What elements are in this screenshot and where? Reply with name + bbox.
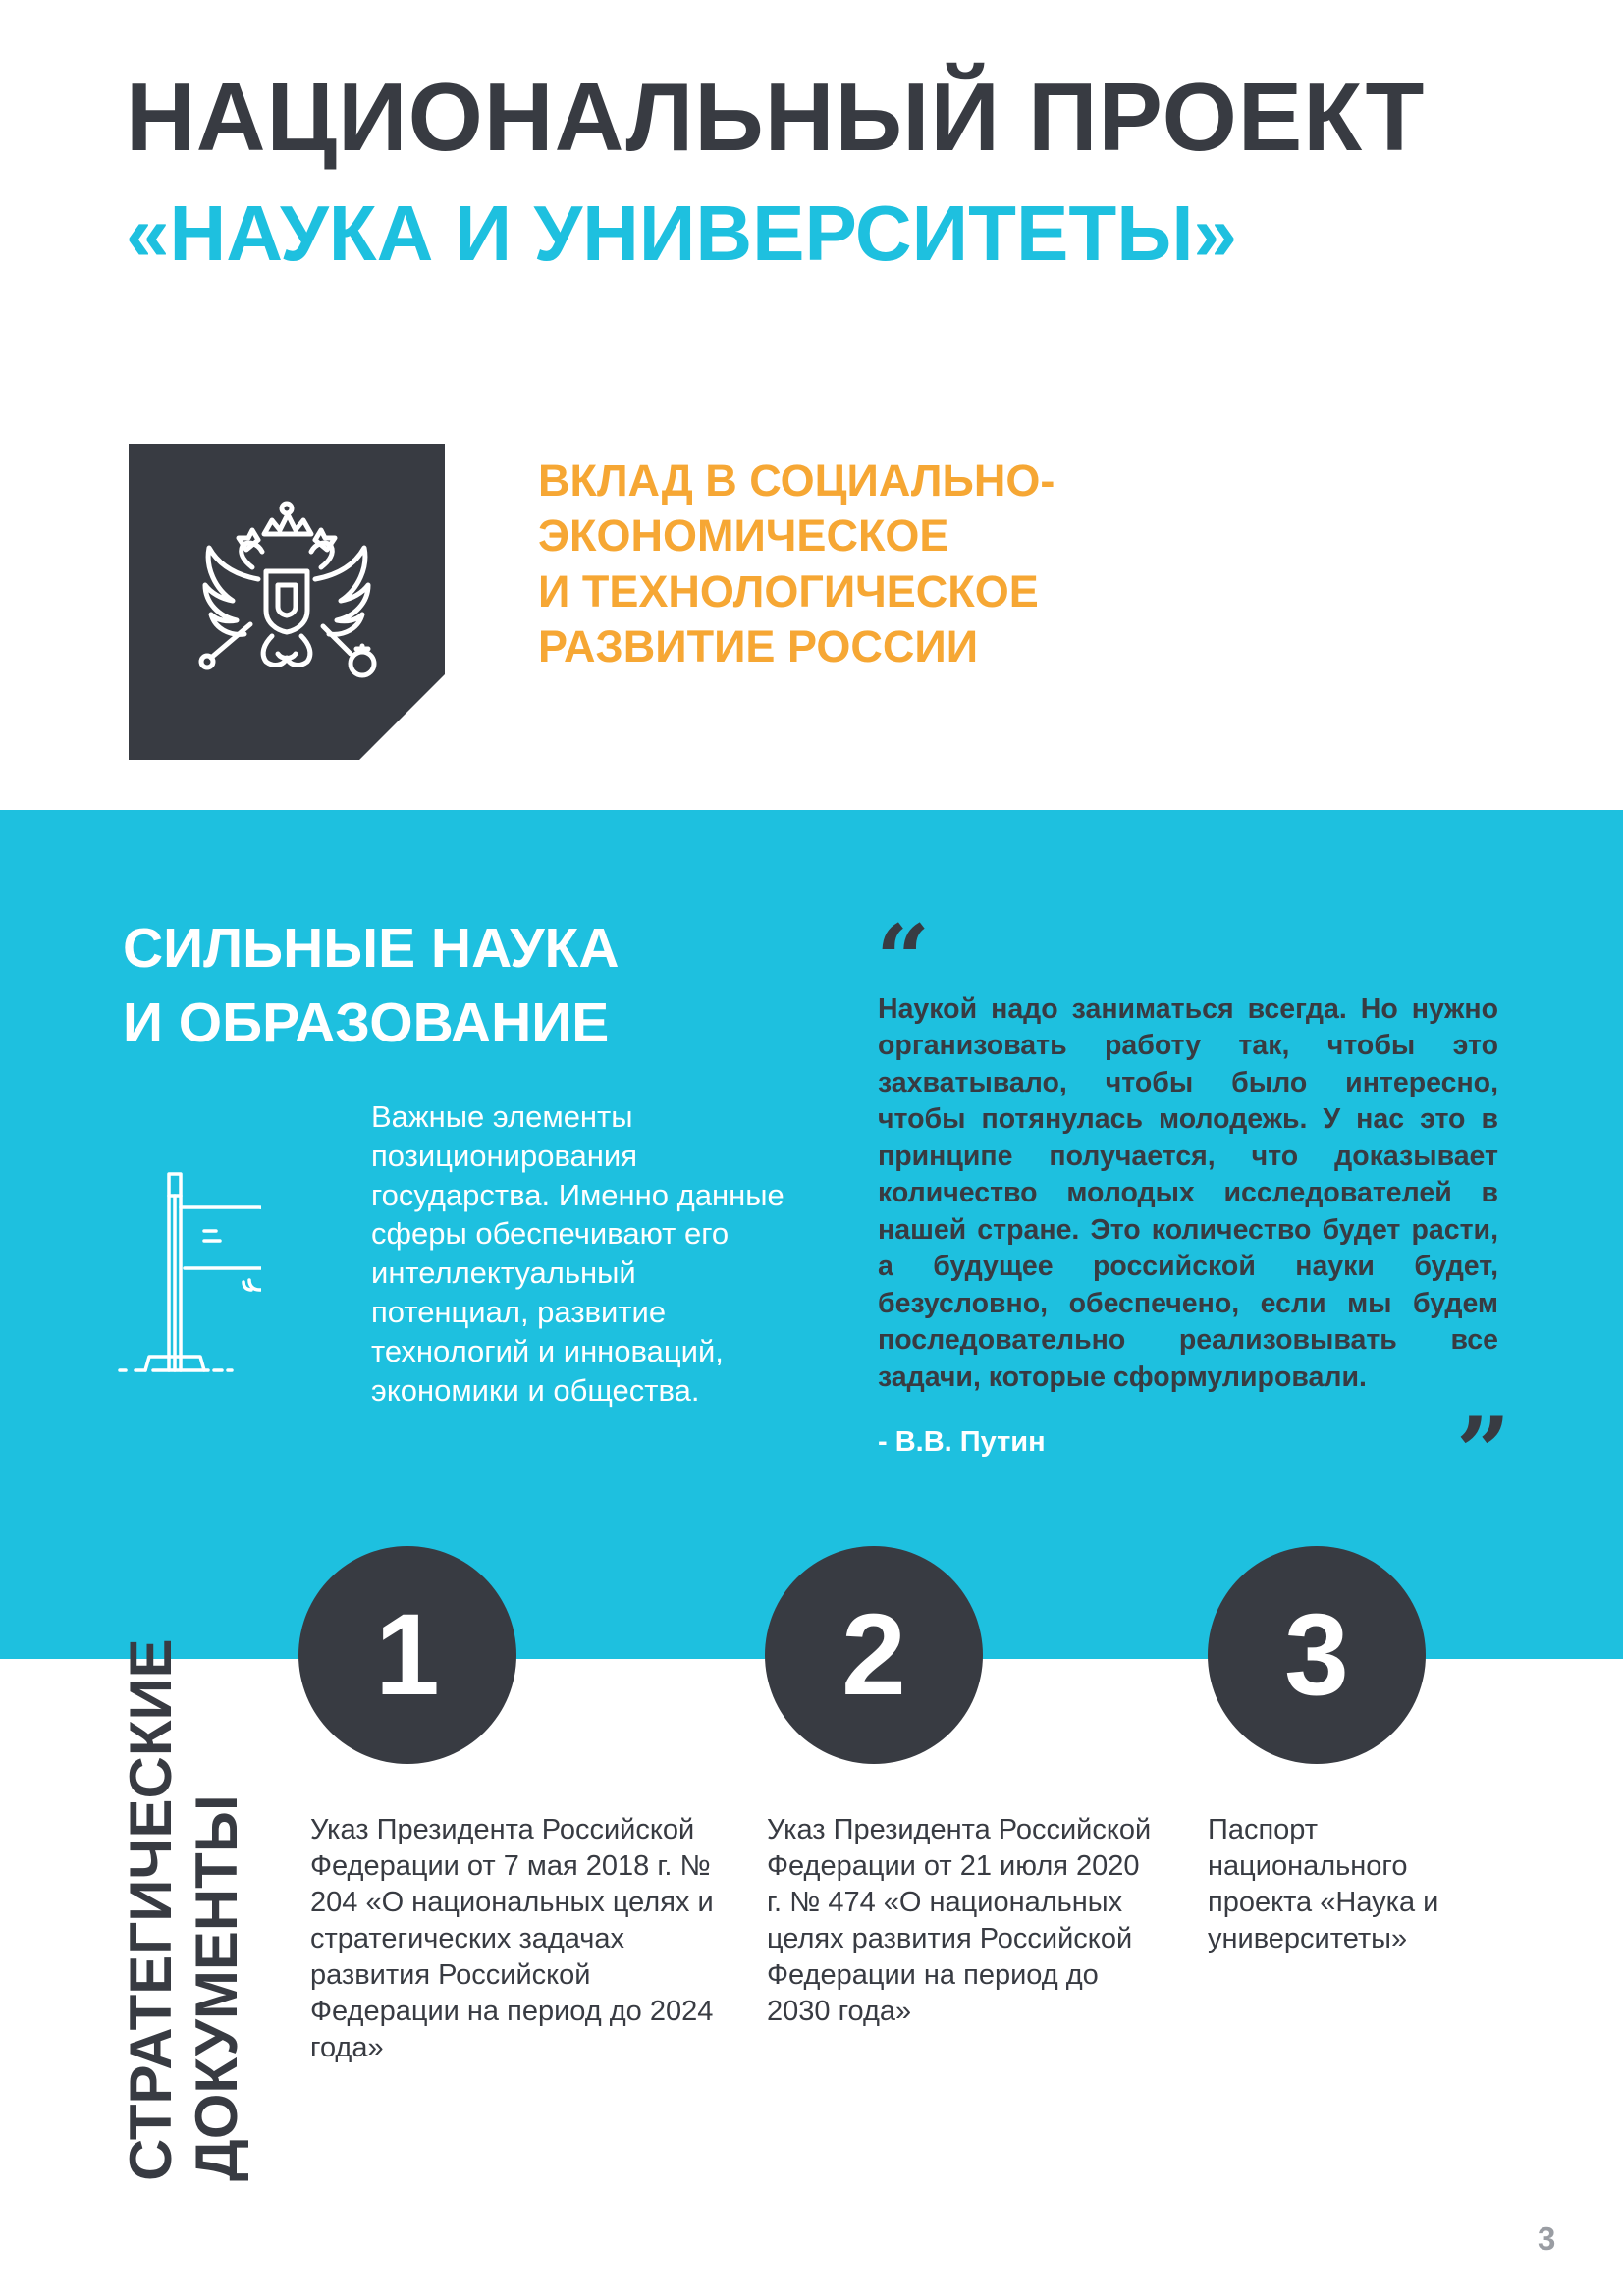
science-description: Важные элементы позиционирования государства. Именно данные сферы обеспечивают его интеллектуальный потенциал, развитие технологий и инноваций, экономики и общества.: [371, 1099, 784, 1408]
flag-icon: [106, 1166, 261, 1394]
page-number: 3: [1538, 2220, 1556, 2257]
contribution-line: ВКЛАД В СОЦИАЛЬНО-: [538, 455, 1055, 506]
strategic-documents-title-line: ДОКУМЕНТЫ: [184, 1794, 250, 2181]
science-heading: [123, 912, 620, 1061]
page-subtitle: «НАУКА И УНИВЕРСИТЕТЫ»: [126, 189, 1238, 277]
strategic-documents-title-line: СТРАТЕГИЧЕСКИЕ: [118, 1638, 184, 2181]
document-number-badge: 2: [765, 1546, 983, 1764]
science-heading-line: И ОБРАЗОВАНИЕ: [123, 990, 610, 1054]
quote-close-icon: ”: [1456, 1397, 1511, 1508]
strategic-documents-title: [118, 1638, 249, 2181]
page-title: НАЦИОНАЛЬНЫЙ ПРОЕКТ: [126, 63, 1426, 171]
quote-text: Наукой надо заниматься всегда. Но нужно организовать работу так, чтобы это захватывало, чтобы было интересно, чтобы потянулась молодежь. У нас это в принципе получается, что доказывает количество молодых исследователей в нашей стране. Это количество будет расти, а будущее российской науки будет, безусловно, обеспечено, если мы будем последовательно реализовывать все задачи, которые сформулировали.: [878, 993, 1498, 1393]
document-description: Указ Президента Российской Федерации от 21 июля 2020 г. № 474 «О национальных целях развития Российской Федерации на период до 2030 года»: [767, 1814, 1152, 2027]
quote-author: - В.В. Путин: [878, 1426, 1046, 1458]
document-description: Паспорт национального проекта «Наука и университеты»: [1208, 1814, 1439, 1954]
contribution-line: ЭКОНОМИЧЕСКОЕ: [538, 510, 949, 561]
quote-open-icon: “: [876, 904, 931, 1015]
document-number-badge: 3: [1208, 1546, 1426, 1764]
double-headed-eagle-icon: [129, 444, 445, 760]
science-heading-line: СИЛЬНЫЕ НАУКА: [123, 917, 620, 980]
contribution-line: И ТЕХНОЛОГИЧЕСКОЕ: [538, 565, 1039, 616]
contribution-heading: [538, 454, 1088, 674]
contribution-line: РАЗВИТИЕ РОССИИ: [538, 620, 979, 671]
document-number-badge: 1: [298, 1546, 516, 1764]
coat-of-arms-emblem: [129, 444, 445, 760]
document-description: Указ Президента Российской Федерации от 7 мая 2018 г. № 204 «О национальных целях и стратегических задачах развития Российской Федерации на период до 2024 года»: [310, 1814, 714, 2063]
